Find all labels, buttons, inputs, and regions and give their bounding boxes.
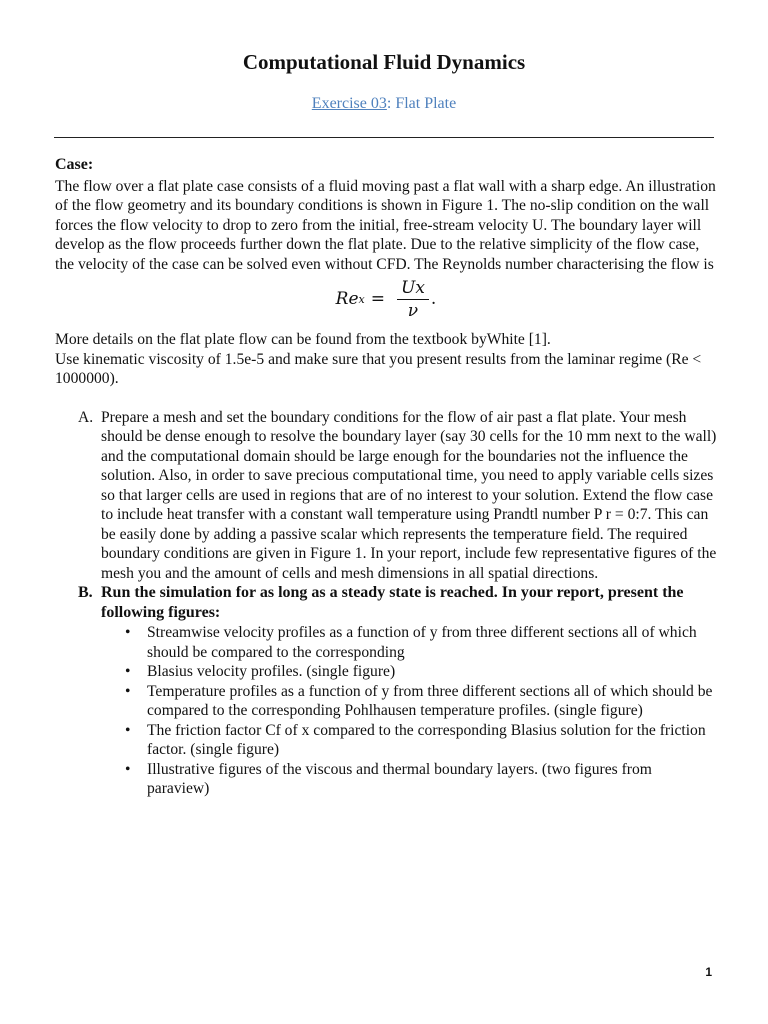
task-a-text: Prepare a mesh and set the boundary conditions for the flow of air past a flat plate. Your mesh should be dense enough to resolve the boundary layer (say 30 cells for the 10 mm next to the wall) and the computational domain should be large enough for the boundaries not the influence the solution. Also, in order to save precious computational time, you need to apply variable cells sizes so that larger cells are used in regions that are of no interest to your solution. Extend the flow case to include heat transfer with a constant wall temperature using Prandtl number P r = 0:7. This can be easily done by adding a passive scalar which represents the temperature field. The required boundary conditions are given in Figure 1. In your report, include few representative figures of the mesh you and the amount of cells and mesh dimensions in all spatial directions. <box>101 408 717 582</box>
task-b <box>55 583 717 623</box>
viscosity-paragraph: Use kinematic viscosity of 1.5e-5 and make sure that you present results from the laminar regime (Re < 1000000). <box>55 350 702 387</box>
header-divider <box>54 137 714 138</box>
document-title: Computational Fluid Dynamics <box>242 50 526 74</box>
task-b-figure-list <box>55 623 717 799</box>
subtitle-topic: : Flat Plate <box>386 95 457 112</box>
list-item: • Illustrative figures of the viscous and thermal boundary layers. (two figures from paraview) <box>125 760 652 797</box>
list-item: • Blasius velocity profiles. (single figure) <box>125 663 396 680</box>
list-item: • The friction factor Cf of x compared to the corresponding Blasius solution for the friction factor. (single figure) <box>125 721 706 758</box>
case-heading: Case: <box>55 156 94 173</box>
bullet-icon: • <box>125 721 131 739</box>
document-subtitle <box>0 95 768 113</box>
task-b-text: Run the simulation for as long as a steady state is reached. In your report, present the following figures: <box>101 584 684 621</box>
equation-fraction <box>397 278 429 321</box>
equation-lhs: Re <box>335 288 359 309</box>
list-item: • Streamwise velocity profiles as a function of y from three different sections all of which should be compared to the corresponding <box>125 624 697 661</box>
bullet-icon: • <box>125 624 131 641</box>
task-a <box>55 408 717 584</box>
bullet-icon: • <box>125 760 131 778</box>
list-item: • Temperature profiles as a function of y from three different sections all of which should be compared to the corresponding Pohlhausen temperature profiles. (single figure) <box>125 682 713 719</box>
equation-lhs-subscript: x <box>358 292 365 306</box>
page-number: 1 <box>705 965 712 979</box>
task-b-label: B. <box>78 584 93 601</box>
equation-period: . <box>430 288 437 309</box>
case-intro-paragraph: The flow over a flat plate case consists of a fluid moving past a flat wall with a sharp edge. An illustration of the flow geometry and its boundary conditions is shown in Figure 1. The no-slip condition on the wall forces the flow velocity to drop to zero from the initial, free-stream velocity U. The boundary layer will develop as the flow proceeds further down the flat plate. Due to the relative simplicity of the flow case, the velocity of the case can be solved even without CFD. The Reynolds number characterising the flow is <box>55 177 716 273</box>
bullet-icon: • <box>125 682 131 700</box>
document-body <box>55 155 717 799</box>
details-paragraph: More details on the flat plate flow can be found from the textbook byWhite [1]. <box>55 331 551 348</box>
reynolds-equation <box>55 278 717 322</box>
task-a-label: A. <box>78 408 94 426</box>
bullet-icon: • <box>125 663 131 680</box>
equation-equals: = <box>370 288 385 309</box>
equation-numerator: Ux <box>397 278 429 300</box>
subtitle-exercise-number: Exercise 03 <box>311 95 387 112</box>
equation-denominator: ν <box>407 301 419 321</box>
